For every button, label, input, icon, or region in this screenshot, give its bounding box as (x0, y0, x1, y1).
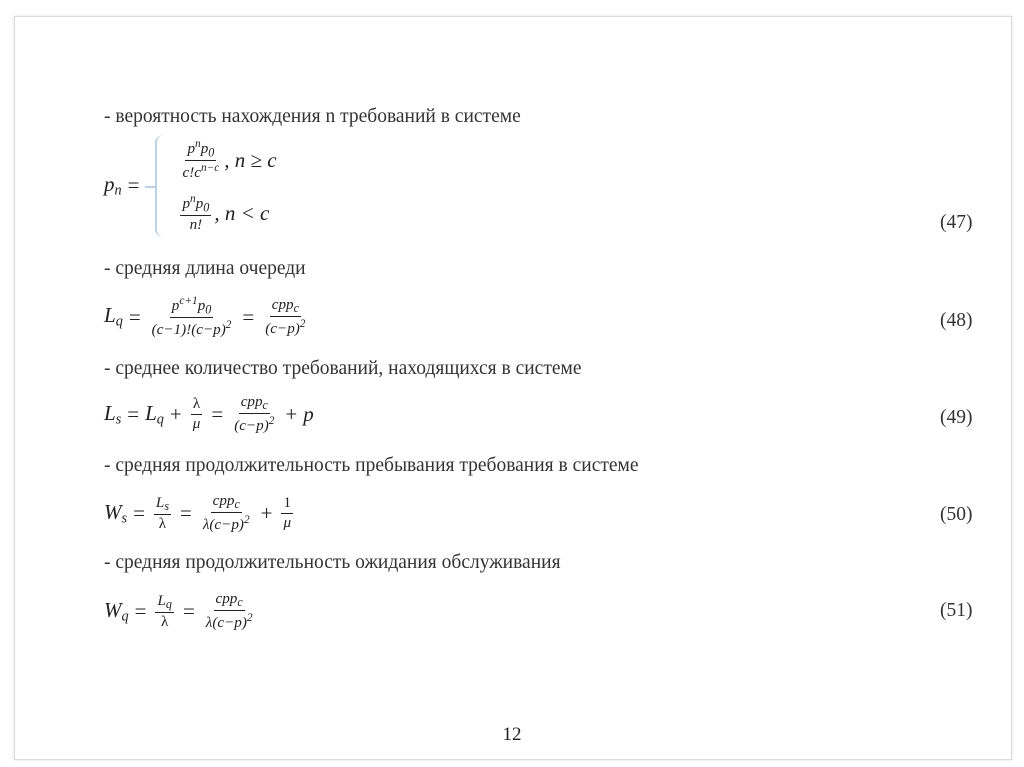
formula-lhs: $L_q$ (104, 303, 123, 331)
term-p: p (303, 402, 314, 427)
formula-48 (104, 294, 310, 341)
case-n-ge-c (177, 137, 276, 184)
fraction: $\frac{\lambda}{\mu}$ (192, 396, 201, 433)
fraction: $\frac{L_s}{\lambda}$ (155, 494, 170, 532)
equals-sign: = (128, 304, 141, 329)
equals-sign: = (134, 599, 147, 624)
caption-waiting-time: - средняя продолжительность ожидания обслуживания (104, 552, 561, 573)
condition: , n < c (214, 200, 270, 225)
term-lq: $L_q$ (145, 400, 164, 428)
fraction: $\frac{1}{\mu}$ (283, 495, 292, 532)
formula-lhs: $L_s$ (104, 400, 122, 428)
formula-lhs: $W_s$ (104, 499, 128, 527)
plus-sign: + (260, 501, 273, 526)
page-number: 12 (502, 724, 522, 745)
caption-requests-in-system: - среднее количество требований, находящихся в системе (104, 358, 582, 379)
formula-47 (104, 135, 277, 237)
equation-number-50: (50) (940, 504, 973, 525)
equation-number-49: (49) (940, 407, 973, 428)
case-n-lt-c (177, 192, 276, 235)
caption-probability-n-requests: - вероятность нахождения n требований в системе (104, 106, 521, 127)
fraction: $\frac{p^np_0}{n!}$ (182, 192, 210, 233)
formula-lhs: $W_q$ (104, 597, 129, 625)
equals-sign: = (211, 402, 224, 427)
fraction: $\frac{p^{c+1}p_0}{(c-1)!(c-p)^2}$ (151, 295, 232, 339)
equals-sign: = (180, 501, 192, 526)
equation-number-51: (51) (940, 600, 973, 621)
fraction: $\frac{cpp_c}{\lambda(c-p)^2}$ (205, 591, 253, 632)
equals-sign: = (127, 173, 140, 198)
fraction: $\frac{p^np_0}{c!c^{n-c}}$ (182, 138, 220, 182)
equals-sign: = (182, 599, 195, 624)
fraction: $\frac{cpp_c}{(c-p)^2}$ (234, 394, 275, 435)
equation-number-47: (47) (940, 212, 973, 233)
cases-brace (155, 135, 276, 237)
plus-sign: + (285, 402, 298, 427)
formula-lhs: $p_n$ (104, 172, 122, 199)
formula-50 (104, 492, 296, 535)
equals-sign: = (242, 304, 255, 329)
plus-sign: + (169, 402, 182, 427)
caption-time-in-system: - средняя продолжительность пребывания требования в системе (104, 455, 639, 476)
equals-sign: = (127, 402, 140, 427)
fraction: $\frac{cpp_c}{(c-p)^2}$ (265, 296, 306, 337)
formula-49 (104, 393, 314, 436)
condition: , n ≥ c (224, 147, 277, 172)
caption-queue-length: - средняя длина очереди (104, 258, 306, 279)
equation-number-48: (48) (940, 310, 973, 331)
formula-51 (104, 590, 258, 633)
fraction: $\frac{cpp_c}{\lambda(c-p)^2}$ (202, 493, 250, 534)
equals-sign: = (133, 501, 145, 526)
fraction: $\frac{L_q}{\lambda}$ (157, 592, 172, 630)
